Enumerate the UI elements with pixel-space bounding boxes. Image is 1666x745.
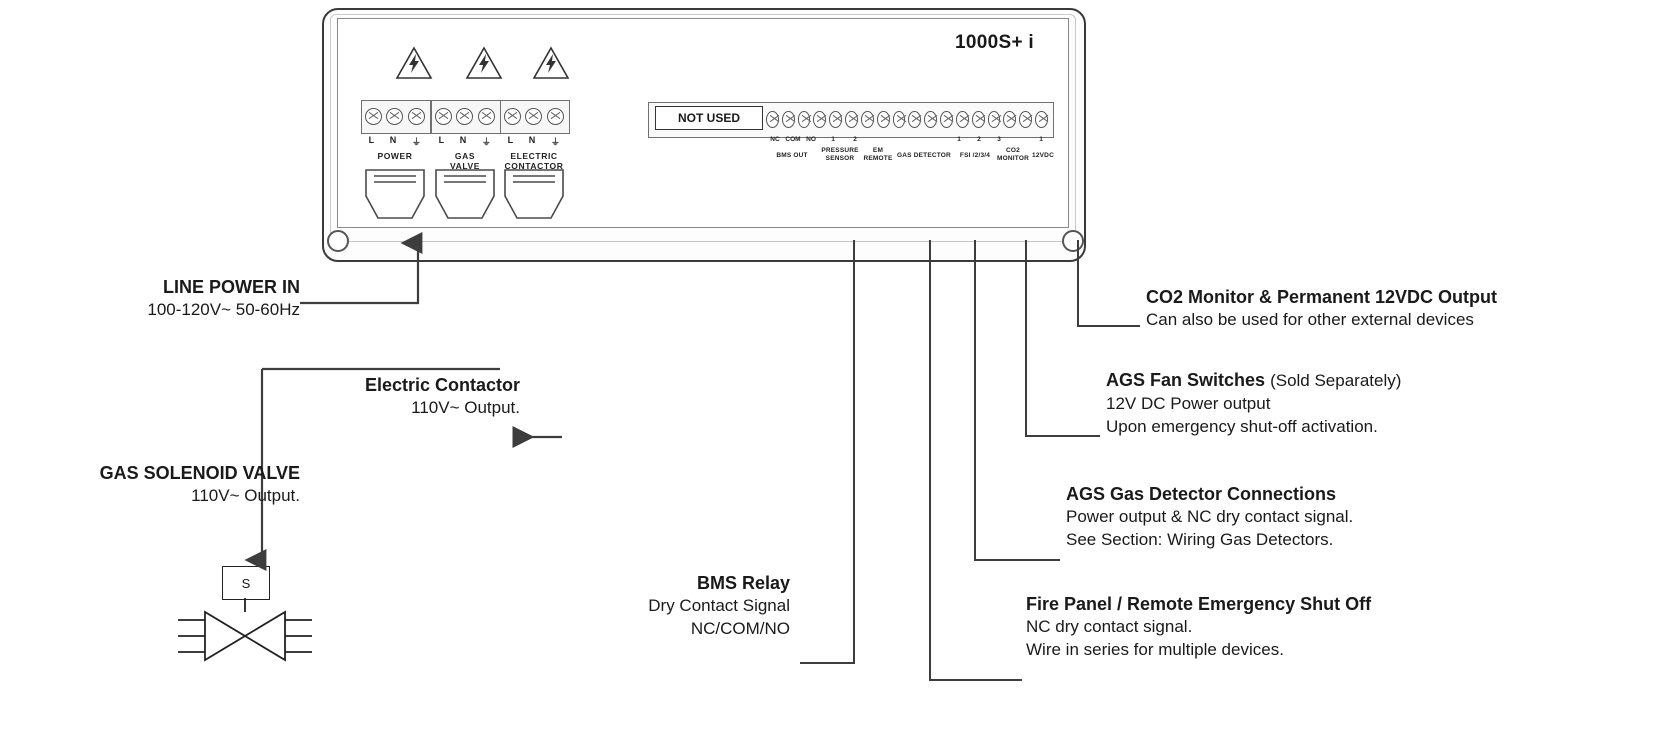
strip-caption-12vdc: 12VDC	[1032, 152, 1054, 159]
not-used-terminal-label: NOT USED	[655, 106, 763, 130]
strip-mark-no: NO	[806, 136, 816, 143]
terminal-screw	[478, 108, 495, 125]
terminal-screw	[1035, 111, 1048, 128]
terminal-screw	[861, 111, 874, 128]
symbol-l: L	[368, 135, 375, 145]
symbol-ground: ⏚	[481, 137, 492, 147]
symbol-ground: ⏚	[550, 137, 561, 147]
callout-title-main: AGS Fan Switches	[1106, 370, 1266, 390]
callout-body-line1: NC dry contact signal.	[1026, 617, 1193, 636]
terminal-screw	[845, 111, 858, 128]
terminal-label-line2: VALVE	[449, 161, 481, 171]
callout-title	[1106, 369, 1606, 392]
strip-mark-pressure-1: 1	[831, 136, 835, 143]
hazard-icon-power	[395, 46, 433, 80]
terminal-screw	[988, 111, 1001, 128]
callout-body: 110V~ Output.	[191, 486, 300, 505]
terminal-screw	[766, 111, 779, 128]
hazard-icon-contactor	[532, 46, 570, 80]
callout-body-line2: Upon emergency shut-off activation.	[1106, 417, 1378, 436]
callout-fire-panel-remote-shutoff	[1026, 593, 1566, 661]
strip-mark-pressure-2: 2	[853, 136, 857, 143]
callout-body: 100-120V~ 50-60Hz	[147, 300, 300, 319]
terminal-symbols-gas-valve	[431, 135, 499, 148]
symbol-n: N	[528, 135, 536, 145]
callout-title: LINE POWER IN	[162, 277, 300, 297]
callout-title: AGS Gas Detector Connections	[1066, 484, 1337, 504]
symbol-ground: ⏚	[411, 137, 422, 147]
terminal-screw	[435, 108, 452, 125]
terminal-screw	[408, 108, 425, 125]
callout-body-line1: 12V DC Power output	[1106, 394, 1271, 413]
callout-line-power-in	[20, 276, 300, 321]
callout-title: Electric Contactor	[364, 375, 520, 395]
terminal-screw	[956, 111, 969, 128]
callout-body: 110V~ Output.	[411, 398, 520, 417]
callout-body-line1: Dry Contact Signal	[648, 596, 790, 615]
callout-title: BMS Relay	[696, 573, 790, 593]
callout-co2-monitor	[1146, 286, 1646, 331]
terminal-label-electric-contactor	[494, 151, 574, 171]
terminal-screw	[1019, 111, 1032, 128]
terminal-screw	[813, 111, 826, 128]
strip-mark-12vdc: 1	[1039, 136, 1043, 143]
terminal-screw	[525, 108, 542, 125]
terminal-label-line1: ELECTRIC	[510, 151, 558, 161]
strip-mark-nc: NC	[770, 136, 780, 143]
terminal-label-power: POWER	[377, 151, 413, 161]
mounting-screw-left	[327, 230, 349, 252]
terminal-screw	[1003, 111, 1016, 128]
terminal-label-gas-valve	[431, 151, 499, 171]
callout-title: CO2 Monitor & Permanent 12VDC Output	[1146, 287, 1498, 307]
symbol-l: L	[507, 135, 514, 145]
strip-mark-fsi-1: 1	[957, 136, 961, 143]
strip-caption-co2-monitor: CO2 MONITOR	[997, 147, 1029, 162]
terminal-screws-gas-valve	[433, 103, 497, 129]
strip-mark-com: COM	[785, 136, 801, 143]
symbol-n: N	[459, 135, 467, 145]
callout-body: Can also be used for other external devices	[1146, 310, 1474, 329]
terminal-symbols-power	[361, 135, 429, 148]
terminal-screw	[940, 111, 953, 128]
terminal-screw	[547, 108, 564, 125]
terminal-screws-power	[363, 103, 427, 129]
terminal-symbols-electric-contactor	[500, 135, 568, 148]
terminal-label-line2: CONTACTOR	[504, 161, 564, 171]
symbol-n: N	[389, 135, 397, 145]
terminal-screw	[504, 108, 521, 125]
terminal-screw	[782, 111, 795, 128]
callout-body-line1: Power output & NC dry contact signal.	[1066, 507, 1354, 526]
callout-title: GAS SOLENOID VALVE	[99, 463, 300, 483]
terminal-screw	[877, 111, 890, 128]
terminal-screw	[972, 111, 985, 128]
callout-title: Fire Panel / Remote Emergency Shut Off	[1026, 594, 1372, 614]
terminal-screw	[924, 111, 937, 128]
panel-model-label: 1000S+ i	[955, 32, 1034, 53]
terminal-screw	[893, 111, 906, 128]
terminal-screw	[829, 111, 842, 128]
strip-caption-em-remote: EM REMOTE	[863, 147, 893, 162]
callout-gas-solenoid-valve	[0, 462, 300, 507]
terminal-screw	[908, 111, 921, 128]
solenoid-valve-body-label: S	[222, 566, 270, 600]
terminal-screw	[456, 108, 473, 125]
callout-electric-contactor	[240, 374, 520, 419]
strip-caption-gas-detector: GAS DETECTOR	[897, 152, 951, 159]
callout-body-line2: NC/COM/NO	[690, 619, 790, 638]
strip-mark-fsi-3: 3	[997, 136, 1001, 143]
low-voltage-terminal-screws	[766, 107, 1048, 131]
strip-caption-bms-out: BMS OUT	[776, 152, 808, 159]
callout-body-line2: Wire in series for multiple devices.	[1026, 640, 1284, 659]
callout-ags-gas-detector	[1066, 483, 1586, 551]
terminal-screw	[386, 108, 403, 125]
callout-ags-fan-switches	[1106, 369, 1606, 438]
strip-caption-fsi: FSI /2/3/4	[959, 152, 991, 159]
terminal-screw	[798, 111, 811, 128]
strip-caption-pressure-sensor: PRESSURE SENSOR	[821, 147, 859, 162]
callout-title-suffix: (Sold Separately)	[1270, 371, 1402, 390]
terminal-label-line1: GAS	[454, 151, 476, 161]
symbol-l: L	[438, 135, 445, 145]
mounting-screw-right	[1062, 230, 1084, 252]
strip-mark-fsi-2: 2	[977, 136, 981, 143]
terminal-screw	[365, 108, 382, 125]
hazard-icon-gas-valve	[465, 46, 503, 80]
callout-bms-relay	[470, 572, 790, 640]
terminal-screws-electric-contactor	[502, 103, 566, 129]
callout-body-line2: See Section: Wiring Gas Detectors.	[1066, 530, 1334, 549]
